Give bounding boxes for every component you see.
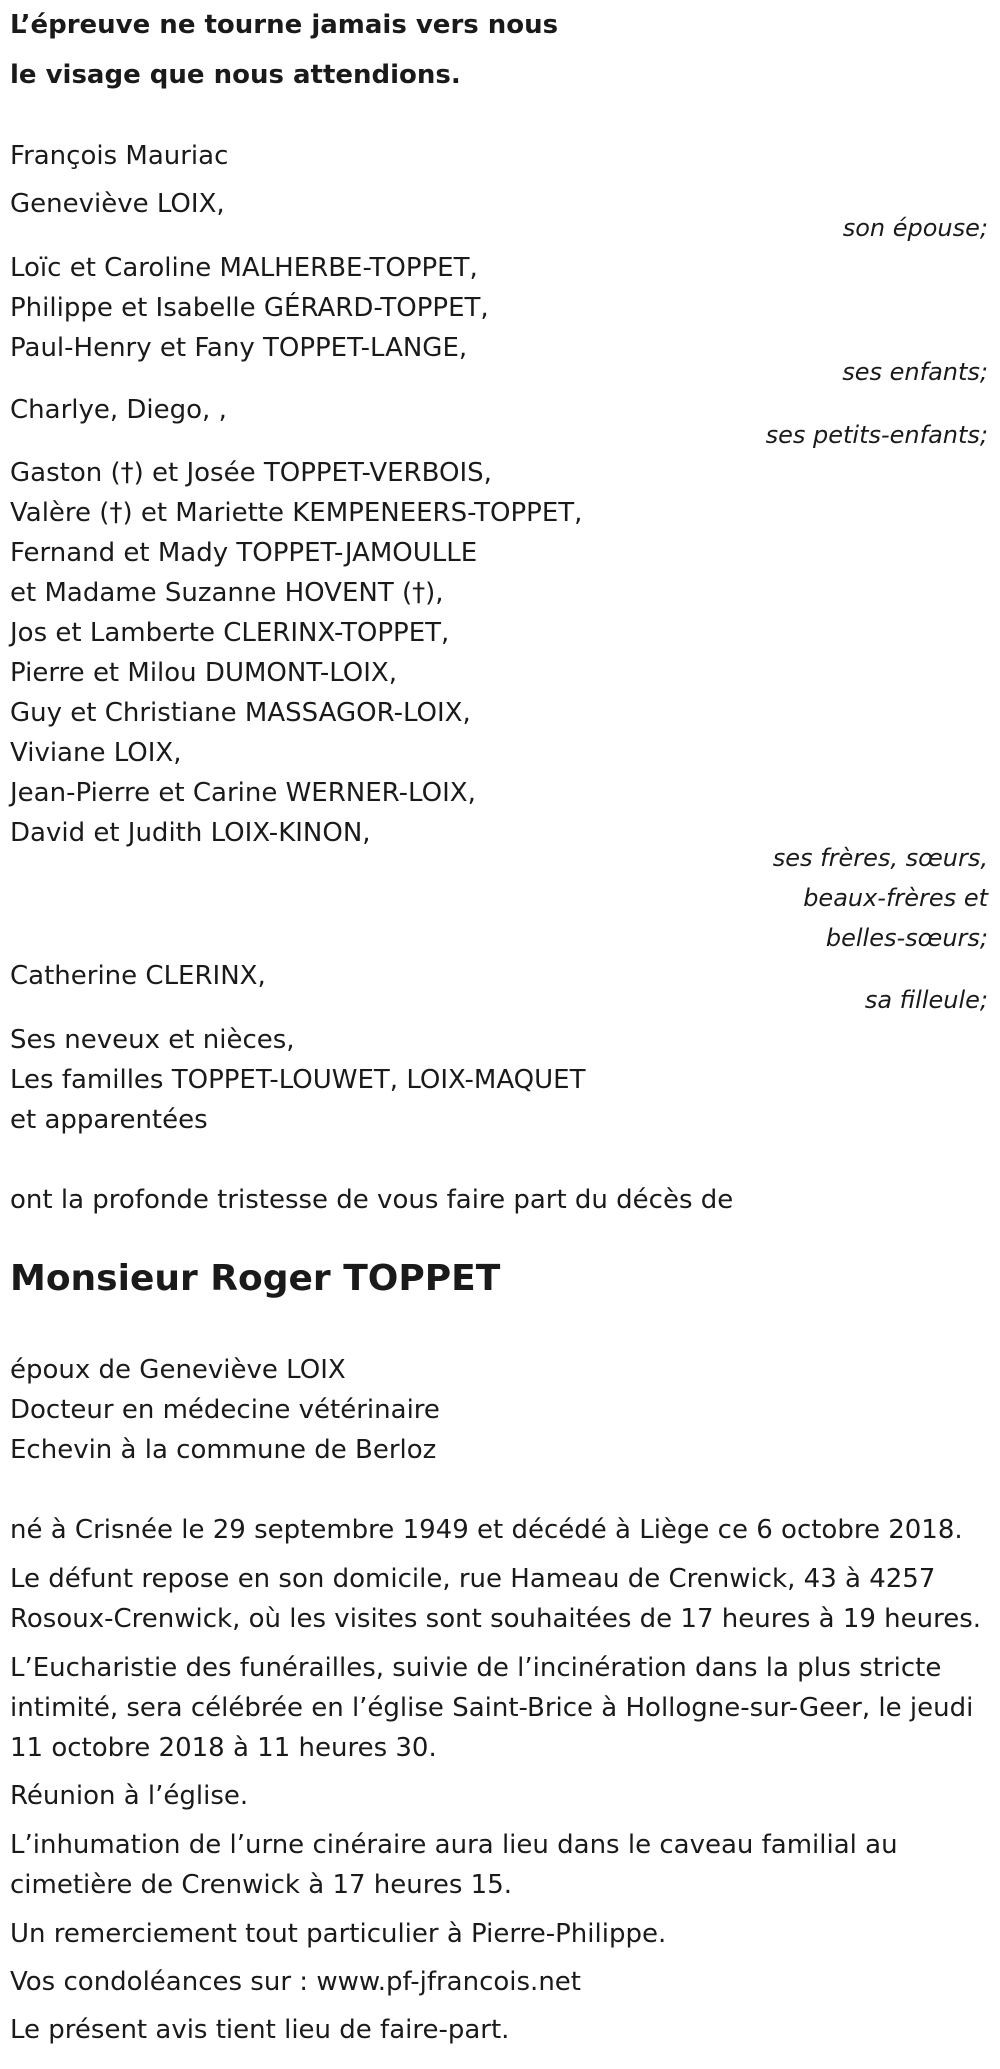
sibling-name: Gaston (†) et Josée TOPPET-VERBOIS,: [10, 458, 492, 488]
children-list: [10, 248, 990, 368]
siblings-list: [10, 453, 990, 853]
sibling-name: Fernand et Mady TOPPET-JAMOULLE: [10, 538, 478, 568]
condolences-paragraph: Vos condoléances sur : www.pf-jfrancois.net: [10, 1967, 581, 1997]
notice-paragraph: Le présent avis tient lieu de faire-part.: [10, 2015, 510, 2045]
sibling-name: Guy et Christiane MASSAGOR-LOIX,: [10, 698, 471, 728]
rest-paragraph-line: Rosoux-Crenwick, où les visites sont souhaitées de 17 heures à 19 heures.: [10, 1604, 982, 1634]
child-name: Paul-Henry et Fany TOPPET-LANGE,: [10, 333, 468, 363]
mass-paragraph-line: 11 octobre 2018 à 11 heures 30.: [10, 1733, 437, 1763]
child-name: Loïc et Caroline MALHERBE-TOPPET,: [10, 253, 478, 283]
sibling-name: Jos et Lamberte CLERINX-TOPPET,: [10, 618, 450, 648]
rest-paragraph-line: Le défunt repose en son domicile, rue Hameau de Crenwick, 43 à 4257: [10, 1564, 936, 1594]
reunion-paragraph: Réunion à l’église.: [10, 1781, 249, 1811]
siblings-role-line: beaux-frères et: [803, 884, 988, 912]
deceased-name: Monsieur Roger TOPPET: [10, 1258, 501, 1299]
deceased-detail-line: époux de Geneviève LOIX: [10, 1355, 346, 1385]
other-relatives: [10, 1020, 990, 1140]
siblings-role-line: belles-sœurs;: [825, 924, 988, 952]
mass-paragraph: [10, 1648, 990, 1768]
epigraph-author: François Mauriac: [10, 141, 229, 171]
siblings-role-line: ses frères, sœurs,: [772, 844, 988, 872]
other-relatives-line: et apparentées: [10, 1105, 208, 1135]
goddaughter-role: sa filleule;: [864, 986, 988, 1014]
mass-paragraph-line: intimité, sera célébrée en l’église Saint-Brice à Hollogne-sur-Geer, le jeudi: [10, 1693, 974, 1723]
spouse-role: son épouse;: [842, 214, 988, 242]
sibling-name: Pierre et Milou DUMONT-LOIX,: [10, 658, 397, 688]
announcement: ont la profonde tristesse de vous faire part du décès de: [10, 1185, 734, 1215]
urn-paragraph-line: cimetière de Crenwick à 17 heures 15.: [10, 1870, 513, 1900]
child-name: Philippe et Isabelle GÉRARD-TOPPET,: [10, 293, 489, 323]
rest-paragraph: [10, 1559, 990, 1639]
sibling-name: Jean-Pierre et Carine WERNER-LOIX,: [10, 778, 476, 808]
urn-paragraph: [10, 1825, 990, 1905]
mass-paragraph-line: L’Eucharistie des funérailles, suivie de l’incinération dans la plus stricte: [10, 1653, 942, 1683]
sibling-name: David et Judith LOIX-KINON,: [10, 818, 371, 848]
epigraph-line-2: le visage que nous attendions.: [10, 60, 461, 90]
goddaughter-name: Catherine CLERINX,: [10, 961, 266, 991]
sibling-name: et Madame Suzanne HOVENT (†),: [10, 578, 444, 608]
other-relatives-line: Ses neveux et nièces,: [10, 1025, 295, 1055]
epigraph-line-1: L’épreuve ne tourne jamais vers nous: [10, 10, 559, 40]
children-role: ses enfants;: [842, 358, 988, 386]
urn-paragraph-line: L’inhumation de l’urne cinéraire aura lieu dans le caveau familial au: [10, 1830, 898, 1860]
deceased-detail-line: Echevin à la commune de Berloz: [10, 1435, 437, 1465]
spouse-name: Geneviève LOIX,: [10, 189, 225, 219]
deceased-details: [10, 1350, 990, 1470]
deceased-detail-line: Docteur en médecine vétérinaire: [10, 1395, 440, 1425]
epigraph: [10, 0, 990, 100]
siblings-role: [10, 838, 990, 958]
grandchildren-names: Charlye, Diego, ,: [10, 395, 227, 425]
sibling-name: Viviane LOIX,: [10, 738, 182, 768]
sibling-name: Valère (†) et Mariette KEMPENEERS-TOPPET,: [10, 498, 583, 528]
other-relatives-line: Les familles TOPPET-LOUWET, LOIX-MAQUET: [10, 1065, 586, 1095]
thanks-paragraph: Un remerciement tout particulier à Pierre-Philippe.: [10, 1919, 667, 1949]
grandchildren-role: ses petits-enfants;: [765, 421, 988, 449]
birth-death-paragraph: né à Crisnée le 29 septembre 1949 et décédé à Liège ce 6 octobre 2018.: [10, 1515, 963, 1545]
